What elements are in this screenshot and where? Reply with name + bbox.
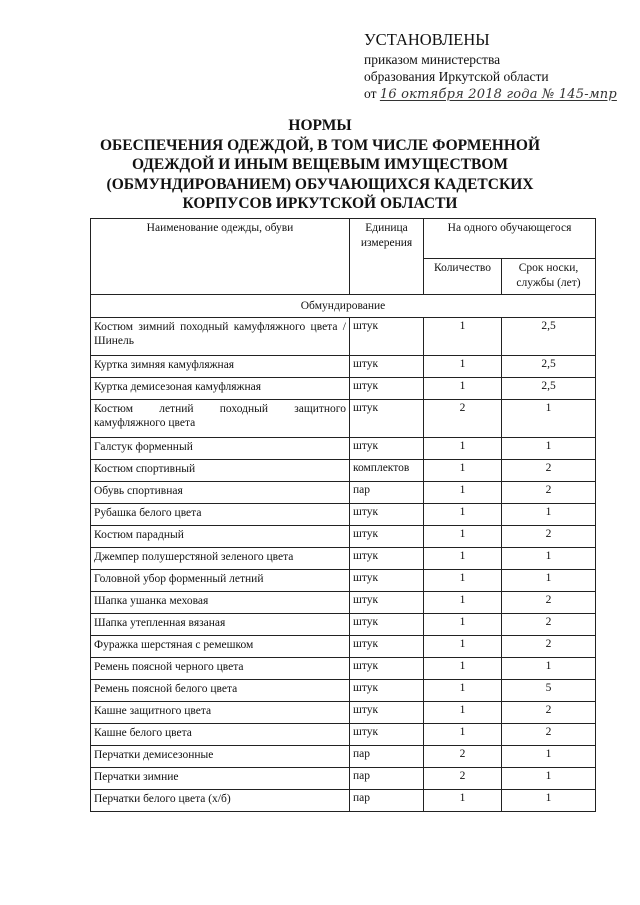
item-unit: штук	[350, 702, 424, 724]
item-name: Перчатки демисезонные	[91, 746, 350, 768]
item-quantity: 1	[424, 614, 502, 636]
item-unit: штук	[350, 356, 424, 378]
item-name: Шапка утепленная вязаная	[91, 614, 350, 636]
table-row	[91, 614, 596, 636]
item-term: 2,5	[502, 356, 596, 378]
table-row	[91, 680, 596, 702]
document-title	[60, 116, 580, 214]
item-name: Костюм парадный	[91, 526, 350, 548]
table-row	[91, 658, 596, 680]
item-unit: штук	[350, 592, 424, 614]
item-quantity: 1	[424, 636, 502, 658]
item-term: 2	[502, 702, 596, 724]
norms-table	[90, 218, 596, 812]
item-term: 2,5	[502, 318, 596, 356]
item-unit: пар	[350, 482, 424, 504]
item-quantity: 1	[424, 504, 502, 526]
item-name: Галстук форменный	[91, 438, 350, 460]
item-quantity: 1	[424, 702, 502, 724]
table-row	[91, 724, 596, 746]
item-term: 2	[502, 724, 596, 746]
item-name: Ремень поясной черного цвета	[91, 658, 350, 680]
title-line: ОДЕЖДОЙ И ИНЫМ ВЕЩЕВЫМ ИМУЩЕСТВОМ	[131, 156, 509, 173]
item-quantity: 1	[424, 658, 502, 680]
header-name: Наименование одежды, обуви	[91, 219, 350, 295]
item-unit: комплектов	[350, 460, 424, 482]
item-term: 2,5	[502, 378, 596, 400]
item-term: 5	[502, 680, 596, 702]
item-quantity: 2	[424, 746, 502, 768]
item-quantity: 1	[424, 356, 502, 378]
approval-line-1: приказом министерства	[364, 52, 501, 67]
item-term: 2	[502, 636, 596, 658]
section-row: Обмундирование	[91, 295, 596, 318]
item-term: 2	[502, 460, 596, 482]
header-term: Срок носки, службы (лет)	[502, 259, 596, 295]
item-name: Джемпер полушерстяной зеленого цвета	[91, 548, 350, 570]
item-unit: штук	[350, 658, 424, 680]
item-quantity: 1	[424, 680, 502, 702]
item-name: Куртка демисезоная камуфляжная	[91, 378, 350, 400]
table-row	[91, 482, 596, 504]
approval-heading: УСТАНОВЛЕНЫ	[364, 30, 490, 49]
item-unit: штук	[350, 680, 424, 702]
item-quantity: 1	[424, 592, 502, 614]
item-name: Ремень поясной белого цвета	[91, 680, 350, 702]
item-quantity: 1	[424, 482, 502, 504]
table-row	[91, 460, 596, 482]
item-unit: штук	[350, 548, 424, 570]
item-name: Костюм зимний походный камуфляжного цвета / Шинель	[91, 318, 350, 356]
item-quantity: 1	[424, 318, 502, 356]
item-unit: штук	[350, 724, 424, 746]
item-name: Головной убор форменный летний	[91, 570, 350, 592]
item-name: Куртка зимняя камуфляжная	[91, 356, 350, 378]
item-term: 1	[502, 400, 596, 438]
from-label: от	[364, 86, 377, 101]
item-unit: штук	[350, 636, 424, 658]
item-term: 2	[502, 592, 596, 614]
title-line: КОРПУСОВ ИРКУТСКОЙ ОБЛАСТИ	[182, 195, 458, 212]
item-term: 2	[502, 482, 596, 504]
item-unit: штук	[350, 378, 424, 400]
item-term: 1	[502, 658, 596, 680]
table-row	[91, 438, 596, 460]
table-row	[91, 318, 596, 356]
approval-block	[364, 30, 634, 103]
item-term: 2	[502, 614, 596, 636]
item-quantity: 1	[424, 790, 502, 812]
item-unit: штук	[350, 400, 424, 438]
table-row	[91, 356, 596, 378]
item-name: Рубашка белого цвета	[91, 504, 350, 526]
header-per-student: На одного обучающегося	[424, 219, 596, 259]
handwritten-date: 16 октября 2018 года № 145-мпр	[379, 87, 617, 102]
title-line: ОБЕСПЕЧЕНИЯ ОДЕЖДОЙ, В ТОМ ЧИСЛЕ ФОРМЕННОЙ	[99, 136, 541, 154]
table-row	[91, 746, 596, 768]
table-row	[91, 548, 596, 570]
table-row	[91, 592, 596, 614]
item-unit: пар	[350, 746, 424, 768]
item-quantity: 2	[424, 768, 502, 790]
item-unit: штук	[350, 504, 424, 526]
item-term: 1	[502, 790, 596, 812]
header-unit: Единица измерения	[350, 219, 424, 295]
item-quantity: 1	[424, 378, 502, 400]
item-quantity: 1	[424, 438, 502, 460]
approval-date-line	[364, 85, 634, 103]
table-row	[91, 400, 596, 438]
title-line: (ОБМУНДИРОВАНИЕМ) ОБУЧАЮЩИХСЯ КАДЕТСКИХ	[106, 175, 534, 193]
item-unit: штук	[350, 438, 424, 460]
item-unit: пар	[350, 768, 424, 790]
item-quantity: 1	[424, 526, 502, 548]
item-unit: пар	[350, 790, 424, 812]
title-line: НОРМЫ	[288, 117, 352, 134]
item-term: 1	[502, 746, 596, 768]
item-unit: штук	[350, 570, 424, 592]
item-quantity: 1	[424, 724, 502, 746]
item-term: 1	[502, 548, 596, 570]
item-name: Обувь спортивная	[91, 482, 350, 504]
item-name: Кашне белого цвета	[91, 724, 350, 746]
item-unit: штук	[350, 318, 424, 356]
item-name: Костюм летний походный защитного камуфляжного цвета	[91, 400, 350, 438]
item-name: Фуражка шерстяная с ремешком	[91, 636, 350, 658]
item-name: Кашне защитного цвета	[91, 702, 350, 724]
item-name: Костюм спортивный	[91, 460, 350, 482]
item-quantity: 1	[424, 570, 502, 592]
item-quantity: 1	[424, 460, 502, 482]
item-unit: штук	[350, 526, 424, 548]
item-unit: штук	[350, 614, 424, 636]
item-quantity: 1	[424, 548, 502, 570]
item-term: 1	[502, 438, 596, 460]
table-row	[91, 636, 596, 658]
table-row	[91, 378, 596, 400]
table-row	[91, 570, 596, 592]
table-row	[91, 526, 596, 548]
item-quantity: 2	[424, 400, 502, 438]
item-name: Шапка ушанка меховая	[91, 592, 350, 614]
item-name: Перчатки белого цвета (х/б)	[91, 790, 350, 812]
table-row	[91, 702, 596, 724]
item-term: 1	[502, 768, 596, 790]
table-row	[91, 504, 596, 526]
table-row	[91, 768, 596, 790]
header-quantity: Количество	[424, 259, 502, 295]
item-term: 1	[502, 570, 596, 592]
item-term: 2	[502, 526, 596, 548]
table-row	[91, 790, 596, 812]
item-term: 1	[502, 504, 596, 526]
item-name: Перчатки зимние	[91, 768, 350, 790]
approval-line-2: образования Иркутской области	[364, 69, 549, 84]
